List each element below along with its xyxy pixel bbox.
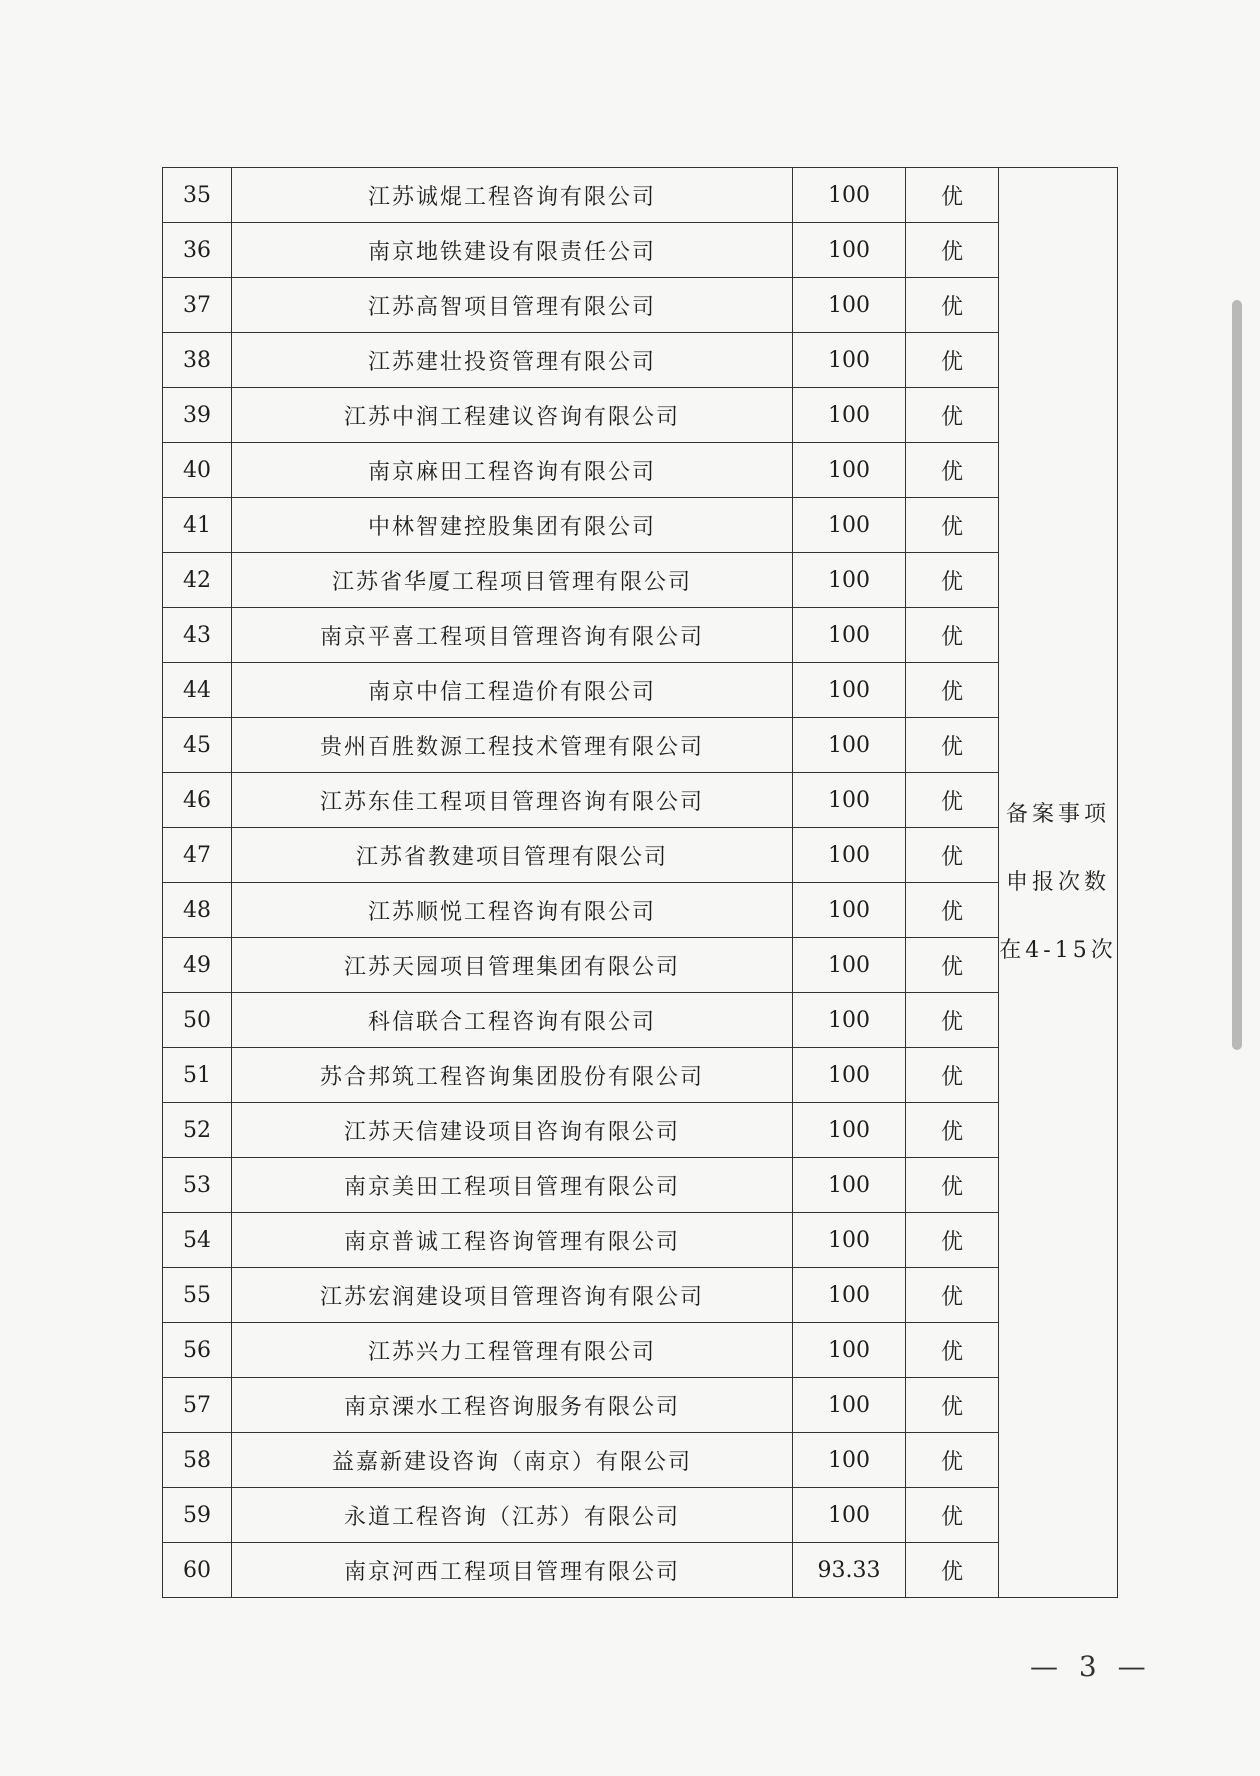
grade: 优 — [906, 1488, 999, 1543]
row-number: 37 — [163, 278, 232, 333]
table-row — [163, 1433, 1118, 1488]
grade: 优 — [906, 443, 999, 498]
grade: 优 — [906, 388, 999, 443]
grade: 优 — [906, 663, 999, 718]
company-name: 江苏天信建设项目咨询有限公司 — [232, 1103, 793, 1158]
grade: 优 — [906, 1543, 999, 1598]
table-row — [163, 1268, 1118, 1323]
grade: 优 — [906, 223, 999, 278]
table-row — [163, 278, 1118, 333]
table-row — [163, 553, 1118, 608]
company-name: 江苏省华厦工程项目管理有限公司 — [232, 553, 793, 608]
grade: 优 — [906, 1103, 999, 1158]
company-name: 南京地铁建设有限责任公司 — [232, 223, 793, 278]
company-name: 江苏高智项目管理有限公司 — [232, 278, 793, 333]
table-row — [163, 1213, 1118, 1268]
row-number: 57 — [163, 1378, 232, 1433]
company-name: 益嘉新建设咨询（南京）有限公司 — [232, 1433, 793, 1488]
row-number: 41 — [163, 498, 232, 553]
table-row — [163, 828, 1118, 883]
row-number: 35 — [163, 168, 232, 223]
row-number: 42 — [163, 553, 232, 608]
company-name: 江苏顺悦工程咨询有限公司 — [232, 883, 793, 938]
grade: 优 — [906, 883, 999, 938]
ranking-table — [162, 167, 1118, 1598]
grade: 优 — [906, 993, 999, 1048]
score: 100 — [793, 1323, 906, 1378]
score: 100 — [793, 1378, 906, 1433]
score: 100 — [793, 223, 906, 278]
company-name: 中林智建控股集团有限公司 — [232, 498, 793, 553]
row-number: 52 — [163, 1103, 232, 1158]
score: 100 — [793, 718, 906, 773]
grade: 优 — [906, 1268, 999, 1323]
score: 100 — [793, 608, 906, 663]
company-name: 南京麻田工程咨询有限公司 — [232, 443, 793, 498]
table-row — [163, 443, 1118, 498]
company-name: 科信联合工程咨询有限公司 — [232, 993, 793, 1048]
table-row — [163, 1048, 1118, 1103]
company-name: 南京中信工程造价有限公司 — [232, 663, 793, 718]
page-number: — 3 — — [1030, 1650, 1152, 1683]
score: 100 — [793, 278, 906, 333]
company-name: 江苏诚焜工程咨询有限公司 — [232, 168, 793, 223]
ranking-table-body — [163, 168, 1118, 1598]
company-name: 南京平喜工程项目管理咨询有限公司 — [232, 608, 793, 663]
grade: 优 — [906, 1378, 999, 1433]
table-row — [163, 663, 1118, 718]
score: 100 — [793, 333, 906, 388]
table-row — [163, 1378, 1118, 1433]
table-row — [163, 1103, 1118, 1158]
table-row — [163, 1488, 1118, 1543]
company-name: 江苏建壮投资管理有限公司 — [232, 333, 793, 388]
score: 100 — [793, 883, 906, 938]
score: 100 — [793, 1488, 906, 1543]
category-note-line: 在4-15次 — [999, 937, 1117, 963]
ranking-table-container — [162, 167, 1117, 1598]
score: 100 — [793, 663, 906, 718]
row-number: 58 — [163, 1433, 232, 1488]
score: 100 — [793, 1048, 906, 1103]
row-number: 45 — [163, 718, 232, 773]
table-row — [163, 1158, 1118, 1213]
company-name: 江苏中润工程建议咨询有限公司 — [232, 388, 793, 443]
grade: 优 — [906, 773, 999, 828]
table-row — [163, 333, 1118, 388]
score: 100 — [793, 1213, 906, 1268]
score: 100 — [793, 498, 906, 553]
row-number: 56 — [163, 1323, 232, 1378]
row-number: 43 — [163, 608, 232, 663]
score: 100 — [793, 1433, 906, 1488]
score: 100 — [793, 1103, 906, 1158]
company-name: 江苏天园项目管理集团有限公司 — [232, 938, 793, 993]
grade: 优 — [906, 608, 999, 663]
table-row — [163, 938, 1118, 993]
score: 93.33 — [793, 1543, 906, 1598]
table-row — [163, 773, 1118, 828]
company-name: 永道工程咨询（江苏）有限公司 — [232, 1488, 793, 1543]
row-number: 48 — [163, 883, 232, 938]
grade: 优 — [906, 1158, 999, 1213]
grade: 优 — [906, 498, 999, 553]
company-name: 江苏东佳工程项目管理咨询有限公司 — [232, 773, 793, 828]
row-number: 47 — [163, 828, 232, 883]
score: 100 — [793, 993, 906, 1048]
company-name: 贵州百胜数源工程技术管理有限公司 — [232, 718, 793, 773]
company-name: 南京美田工程项目管理有限公司 — [232, 1158, 793, 1213]
table-row — [163, 883, 1118, 938]
row-number: 59 — [163, 1488, 232, 1543]
score: 100 — [793, 1158, 906, 1213]
company-name: 江苏宏润建设项目管理咨询有限公司 — [232, 1268, 793, 1323]
grade: 优 — [906, 333, 999, 388]
grade: 优 — [906, 1048, 999, 1103]
score: 100 — [793, 443, 906, 498]
table-row — [163, 608, 1118, 663]
row-number: 51 — [163, 1048, 232, 1103]
row-number: 36 — [163, 223, 232, 278]
row-number: 55 — [163, 1268, 232, 1323]
score: 100 — [793, 388, 906, 443]
company-name: 江苏省教建项目管理有限公司 — [232, 828, 793, 883]
row-number: 54 — [163, 1213, 232, 1268]
table-row — [163, 498, 1118, 553]
category-note — [999, 168, 1118, 1598]
table-row — [163, 1323, 1118, 1378]
row-number: 49 — [163, 938, 232, 993]
score: 100 — [793, 553, 906, 608]
grade: 优 — [906, 168, 999, 223]
row-number: 44 — [163, 663, 232, 718]
vertical-scrollbar[interactable] — [1232, 300, 1242, 1050]
grade: 优 — [906, 1323, 999, 1378]
grade: 优 — [906, 828, 999, 883]
score: 100 — [793, 828, 906, 883]
grade: 优 — [906, 1433, 999, 1488]
grade: 优 — [906, 718, 999, 773]
table-row — [163, 168, 1118, 223]
grade: 优 — [906, 1213, 999, 1268]
table-row — [163, 993, 1118, 1048]
row-number: 50 — [163, 993, 232, 1048]
company-name: 南京河西工程项目管理有限公司 — [232, 1543, 793, 1598]
table-row — [163, 388, 1118, 443]
score: 100 — [793, 773, 906, 828]
grade: 优 — [906, 938, 999, 993]
score: 100 — [793, 1268, 906, 1323]
grade: 优 — [906, 553, 999, 608]
company-name: 南京溧水工程咨询服务有限公司 — [232, 1378, 793, 1433]
score: 100 — [793, 168, 906, 223]
table-row — [163, 1543, 1118, 1598]
table-row — [163, 718, 1118, 773]
row-number: 38 — [163, 333, 232, 388]
row-number: 60 — [163, 1543, 232, 1598]
company-name: 江苏兴力工程管理有限公司 — [232, 1323, 793, 1378]
score: 100 — [793, 938, 906, 993]
row-number: 53 — [163, 1158, 232, 1213]
company-name: 南京普诚工程咨询管理有限公司 — [232, 1213, 793, 1268]
category-note-line: 申报次数 — [1005, 869, 1110, 895]
grade: 优 — [906, 278, 999, 333]
company-name: 苏合邦筑工程咨询集团股份有限公司 — [232, 1048, 793, 1103]
table-row — [163, 223, 1118, 278]
row-number: 46 — [163, 773, 232, 828]
category-note-line: 备案事项 — [1005, 801, 1110, 827]
row-number: 39 — [163, 388, 232, 443]
row-number: 40 — [163, 443, 232, 498]
